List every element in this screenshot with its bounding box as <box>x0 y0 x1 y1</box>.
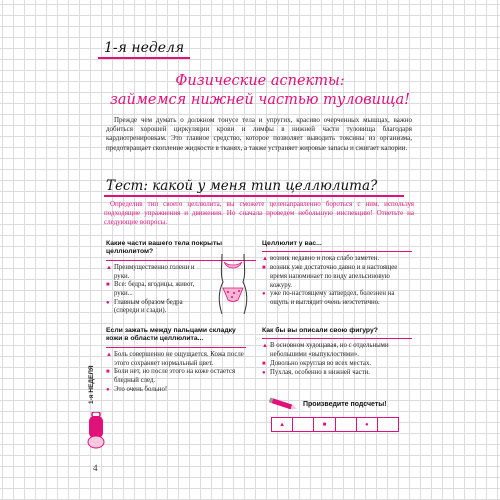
option: ■ Все: бедра, ягодицы, живот, руки... <box>106 281 195 297</box>
title-line-2: займемся нижней частью туловища! <box>110 92 410 108</box>
page-number: 4 <box>93 463 98 473</box>
square-icon: ■ <box>314 418 335 431</box>
option: ▲ Боль совершенно не ощущается. Кожа после этого сохраняет нормальный цвет. <box>106 350 244 367</box>
section-title <box>95 72 425 110</box>
option: ■ Боли нет, но после этого на коже остается бледный след. <box>106 368 236 384</box>
side-week-label: 1-я НЕДЕЛЯ <box>88 365 95 404</box>
triangle-icon: ▲ <box>106 264 112 271</box>
option: ▲ Преимущественно голени и руки. <box>106 263 195 280</box>
question-heading: Если зажать между пальцами складку кожи в области целлюлита... <box>106 327 246 348</box>
question-heading: Какие части вашего тела покрыты целлюлитом? <box>106 240 256 261</box>
triangle-icon: ▲ <box>106 351 112 358</box>
square-icon: ■ <box>262 265 266 272</box>
square-icon: ■ <box>106 282 110 289</box>
pencil-icon <box>268 397 300 411</box>
triangle-icon: ▲ <box>262 343 268 350</box>
title-line-1: Физические аспекты: <box>175 73 345 89</box>
question-heading: Как бы вы описали свою фигуру? <box>262 327 412 339</box>
circle-icon: ● <box>262 291 266 298</box>
week-heading: 1-я неделя <box>104 40 185 56</box>
option: ■ Довольно округлая во всех местах. <box>262 359 372 367</box>
test-underline <box>104 195 404 197</box>
test-title: Тест: какой у меня тип целлюлита? <box>106 178 378 194</box>
kettlebell-icon <box>86 412 106 450</box>
body-illustration-icon <box>208 252 258 316</box>
score-blank <box>378 418 398 431</box>
score-blank <box>336 418 357 431</box>
option: ● уже по-настоящему затвердел, болезнен на ощупь и выглядит очень неэстетично. <box>262 290 395 306</box>
circle-icon: ● <box>262 369 266 376</box>
question-4 <box>262 327 412 377</box>
option: ● Главным образом бедра (спереди и сзади). <box>106 298 183 315</box>
triangle-icon: ▲ <box>272 418 293 431</box>
option: ▲ возник недавно и пока слабо заметен. <box>262 255 380 263</box>
circle-icon: ● <box>106 386 110 393</box>
triangle-icon: ▲ <box>262 256 268 263</box>
option: ● Пухлая, особенно в нижней части. <box>262 368 371 376</box>
score-table <box>271 417 399 432</box>
calc-label: Произведите подсчеты! <box>303 401 387 408</box>
question-2 <box>262 240 412 308</box>
option: ▲ В основном худощавая, но с отдельными небольшими «выпуклостями». <box>262 342 389 359</box>
score-blank <box>293 418 314 431</box>
test-instructions: Определив тип своего целлюлита, вы сможете целенаправленно бороться с ним, используя подходящие упражнения и движения. Но сначала проведем небольшую инспекцию! Ответьте на следующие вопросы. <box>104 200 414 227</box>
week-underline <box>98 57 190 59</box>
square-icon: ■ <box>106 369 110 376</box>
square-icon: ■ <box>262 360 266 367</box>
question-heading: Целлюлит у вас... <box>262 240 412 252</box>
circle-icon: ● <box>357 418 378 431</box>
circle-icon: ● <box>106 299 110 306</box>
question-3 <box>106 327 246 394</box>
option: ■ возник уже достаточно давно и в настоящее время напоминает по виду апельсиновую кожуру. <box>262 264 398 289</box>
option: ● Это очень больно! <box>106 385 168 393</box>
intro-paragraph: Прежде чем думать о должном тонусе тела и упругих, красиво очерченных мышцах, важно добиться хорошей циркуляции крови и лимфы в нижней части туловища благодаря кардиотренировкам. Это главное средство, которое позволяет выводить токсины из организма, предотвращает скопление жидкости в тканях, а также устраняет жировые запасы и сжигает калории. <box>106 116 412 152</box>
